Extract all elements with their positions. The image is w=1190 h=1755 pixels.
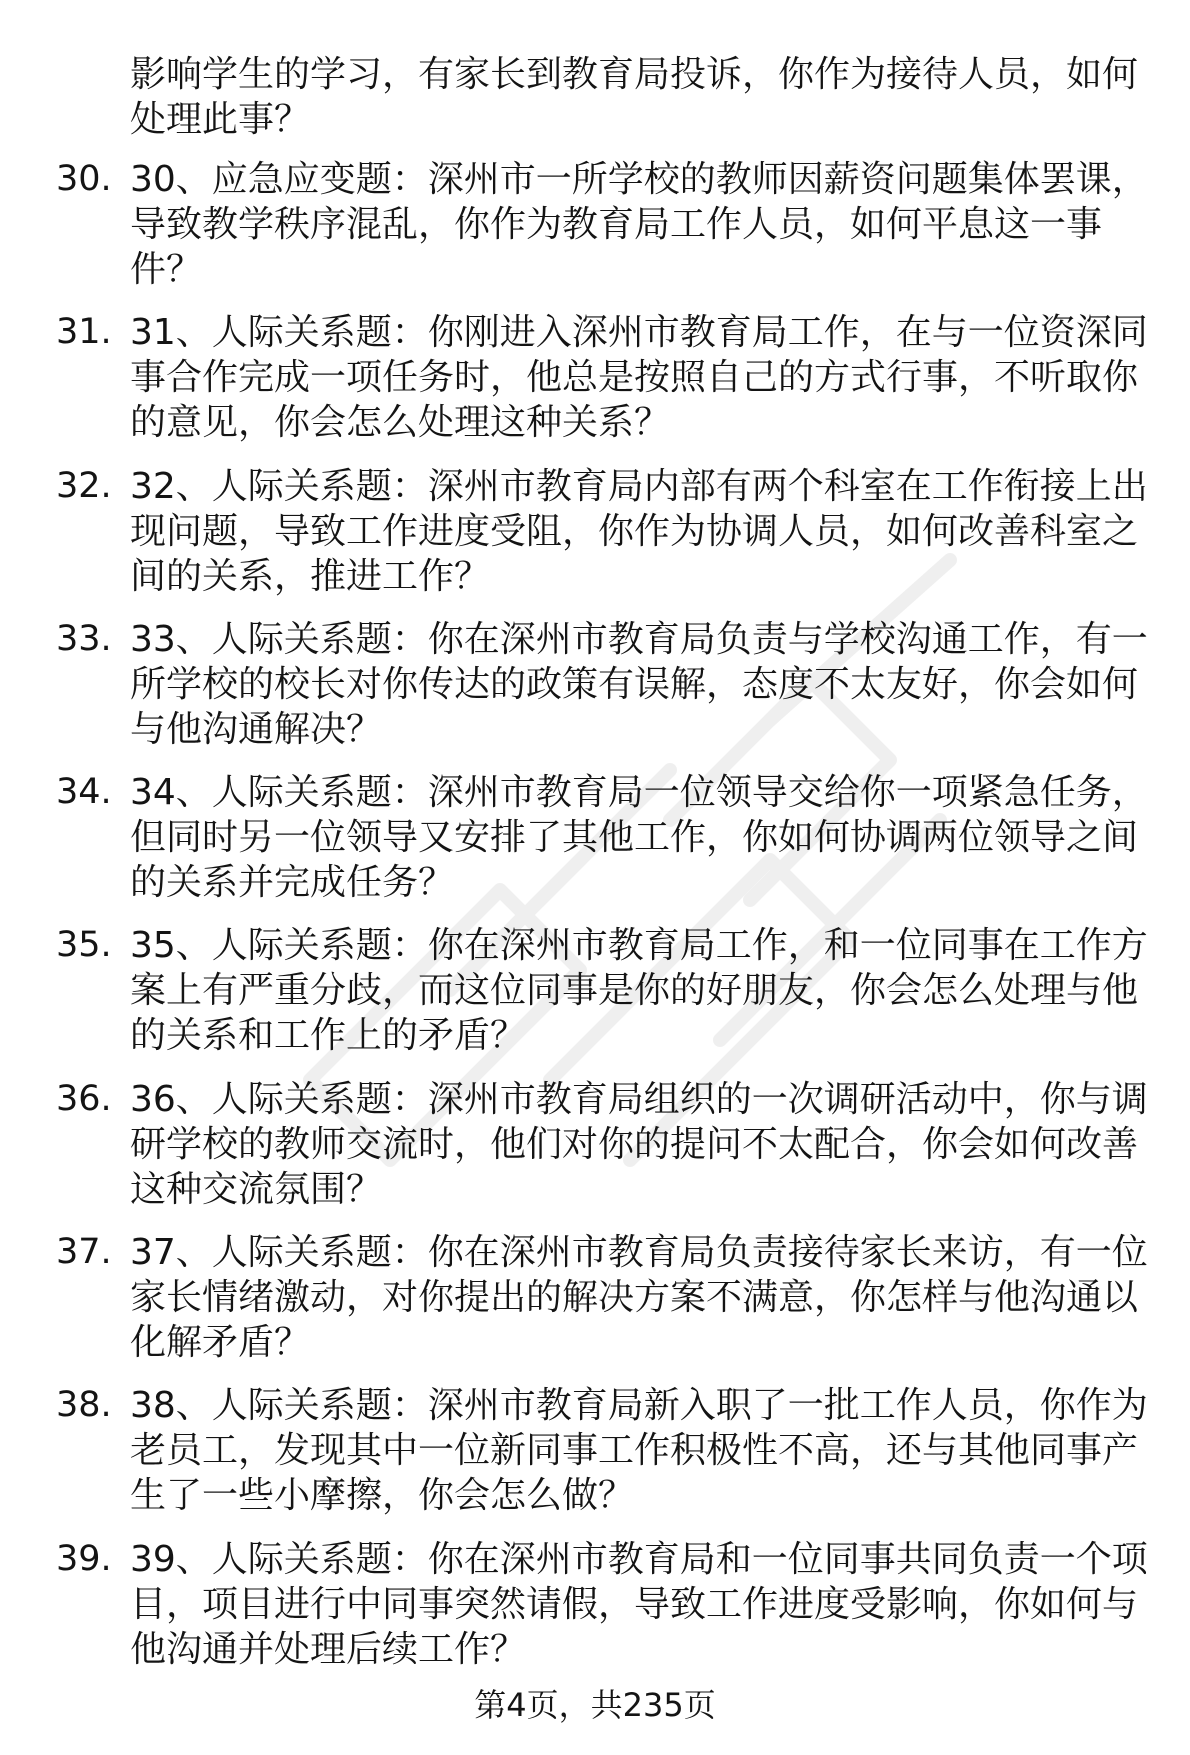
question-number: 33.: [56, 618, 112, 659]
question-number: 35.: [56, 925, 112, 966]
list-item: [0, 310, 1190, 444]
list-item: [0, 1383, 1190, 1517]
question-number: 34.: [56, 772, 112, 813]
question-number: 39.: [56, 1538, 112, 1579]
question-text: 34、人际关系题：深州市教育局一位领导交给你一项紧急任务，但同时另一位领导又安排了其他工作，你如何协调两位领导之间的关系并完成任务？: [130, 772, 1148, 904]
list-item: [0, 157, 1190, 290]
question-number: 38.: [56, 1385, 112, 1426]
question-text: 35、人际关系题：你在深州市教育局工作，和一位同事在工作方案上有严重分歧，而这位同事是你的好朋友，你会怎么处理与他的关系和工作上的矛盾？: [130, 925, 1148, 1057]
question-text: 39、人际关系题：你在深州市教育局和一位同事共同负责一个项目，项目进行中同事突然请假，导致工作进度受影响，你如何与他沟通并处理后续工作？: [130, 1538, 1148, 1670]
question-text: 33、人际关系题：你在深州市教育局负责与学校沟通工作，有一所学校的校长对你传达的政策有误解，态度不太友好，你会如何与他沟通解决？: [130, 618, 1148, 750]
question-text: 37、人际关系题：你在深州市教育局负责接待家长来访，有一位家长情绪激动，对你提出的解决方案不满意，你怎样与他沟通以化解矛盾？: [130, 1232, 1148, 1364]
list-item: [0, 1077, 1190, 1210]
list-item: [0, 464, 1190, 597]
question-number: 31.: [56, 312, 112, 353]
question-list: [0, 157, 1190, 1690]
list-item: [0, 1230, 1190, 1364]
question-text: 30、应急应变题：深州市一所学校的教师因薪资问题集体罢课，导致教学秩序混乱，你作为教育局工作人员，如何平息这一事件？: [130, 159, 1148, 290]
list-item: [0, 1537, 1190, 1670]
question-number: 37.: [56, 1232, 112, 1273]
question-number: 32.: [56, 465, 112, 506]
question-number: 36.: [56, 1078, 112, 1119]
question-text: 32、人际关系题：深州市教育局内部有两个科室在工作衔接上出现问题，导致工作进度受阻，你作为协调人员，如何改善科室之间的关系，推进工作？: [130, 465, 1148, 597]
page-number-footer: 第4页，共235页: [474, 1686, 716, 1724]
question-text: 38、人际关系题：深州市教育局新入职了一批工作人员，你作为老员工，发现其中一位新同事工作积极性不高，还与其他同事产生了一些小摩擦，你会怎么做？: [130, 1385, 1148, 1517]
list-item: [0, 923, 1190, 1057]
question-text: 31、人际关系题：你刚进入深州市教育局工作，在与一位资深同事合作完成一项任务时，他总是按照自己的方式行事，不听取你的意见，你会怎么处理这种关系？: [130, 312, 1148, 444]
list-item: [0, 617, 1190, 750]
question-text: 36、人际关系题：深州市教育局组织的一次调研活动中，你与调研学校的教师交流时，他们对你的提问不太配合，你会如何改善这种交流氛围？: [130, 1078, 1148, 1210]
continued-question-text: 影响学生的学习，有家长到教育局投诉，你作为接待人员，如何处理此事？: [130, 54, 1139, 140]
list-item: [0, 770, 1190, 904]
question-number: 30.: [56, 159, 112, 199]
